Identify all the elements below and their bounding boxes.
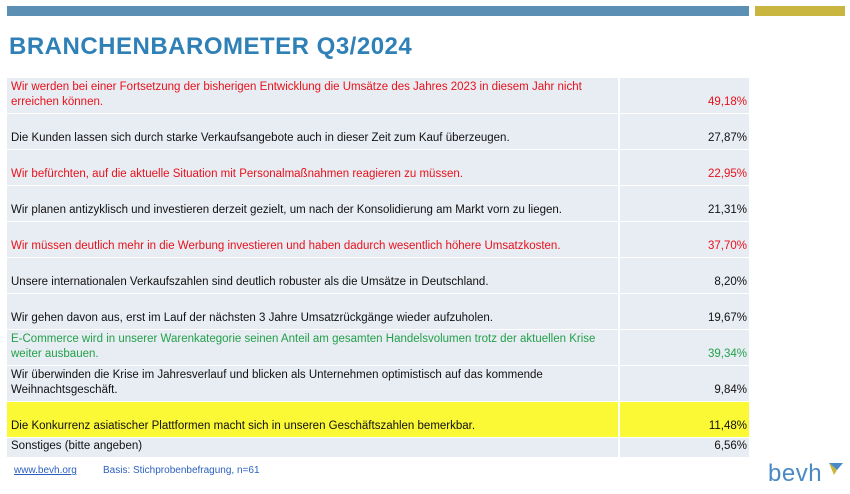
row-statement: Die Kunden lassen sich durch starke Verkaufsangebote auch in dieser Zeit zum Kauf überzeugen. (7, 114, 620, 149)
row-statement: Wir befürchten, auf die aktuelle Situation mit Personalmaßnahmen reagieren zu müssen. (7, 150, 620, 185)
logo-text: bevh (768, 460, 823, 487)
bevh-logo (768, 460, 848, 490)
table-row (7, 402, 749, 438)
row-value: 27,87% (620, 114, 749, 149)
row-statement: E-Commerce wird in unserer Warenkategorie seinen Anteil am gesamten Handelsvolumen trotz der aktuellen Krise weiter ausbauen. (7, 330, 620, 365)
table-row (7, 78, 749, 114)
table-row (7, 330, 749, 366)
row-value: 6,56% (620, 438, 749, 457)
table-row (7, 438, 749, 458)
row-statement: Sonstiges (bitte angeben) (7, 438, 620, 457)
table-row (7, 222, 749, 258)
header-bar-primary (7, 6, 749, 16)
results-table (7, 78, 749, 458)
bevh-flag-icon (828, 462, 844, 481)
row-value: 49,18% (620, 78, 749, 113)
row-statement: Wir müssen deutlich mehr in die Werbung investieren und haben dadurch wesentlich höhere Umsatzkosten. (7, 222, 620, 257)
row-value: 8,20% (620, 258, 749, 293)
header-bar-accent (755, 6, 845, 16)
page-title: BRANCHENBAROMETER Q3/2024 (9, 33, 413, 60)
row-statement: Wir gehen davon aus, erst im Lauf der nächsten 3 Jahre Umsatzrückgänge wieder aufzuholen. (7, 294, 620, 329)
table-row (7, 114, 749, 150)
row-value: 21,31% (620, 186, 749, 221)
row-value: 37,70% (620, 222, 749, 257)
row-value: 22,95% (620, 150, 749, 185)
row-value: 39,34% (620, 330, 749, 365)
row-statement: Unsere internationalen Verkaufszahlen sind deutlich robuster als die Umsätze in Deutschland. (7, 258, 620, 293)
table-row (7, 186, 749, 222)
table-row (7, 150, 749, 186)
table-row (7, 366, 749, 402)
table-row (7, 258, 749, 294)
row-statement: Wir überwinden die Krise im Jahresverlauf und blicken als Unternehmen optimistisch auf das kommende Weihnachtsgeschäft. (7, 366, 620, 401)
row-statement: Die Konkurrenz asiatischer Plattformen macht sich in unseren Geschäftszahlen bemerkbar. (7, 402, 620, 437)
row-value: 11,48% (620, 402, 749, 437)
website-link[interactable]: www.bevh.org (14, 465, 77, 476)
row-statement: Wir planen antizyklisch und investieren derzeit gezielt, um nach der Konsolidierung am Markt vorn zu liegen. (7, 186, 620, 221)
sample-basis-note: Basis: Stichprobenbefragung, n=61 (103, 465, 260, 476)
row-value: 19,67% (620, 294, 749, 329)
row-value: 9,84% (620, 366, 749, 401)
table-row (7, 294, 749, 330)
row-statement: Wir werden bei einer Fortsetzung der bisherigen Entwicklung die Umsätze des Jahres 2023 in diesem Jahr nicht erreichen können. (7, 78, 620, 113)
